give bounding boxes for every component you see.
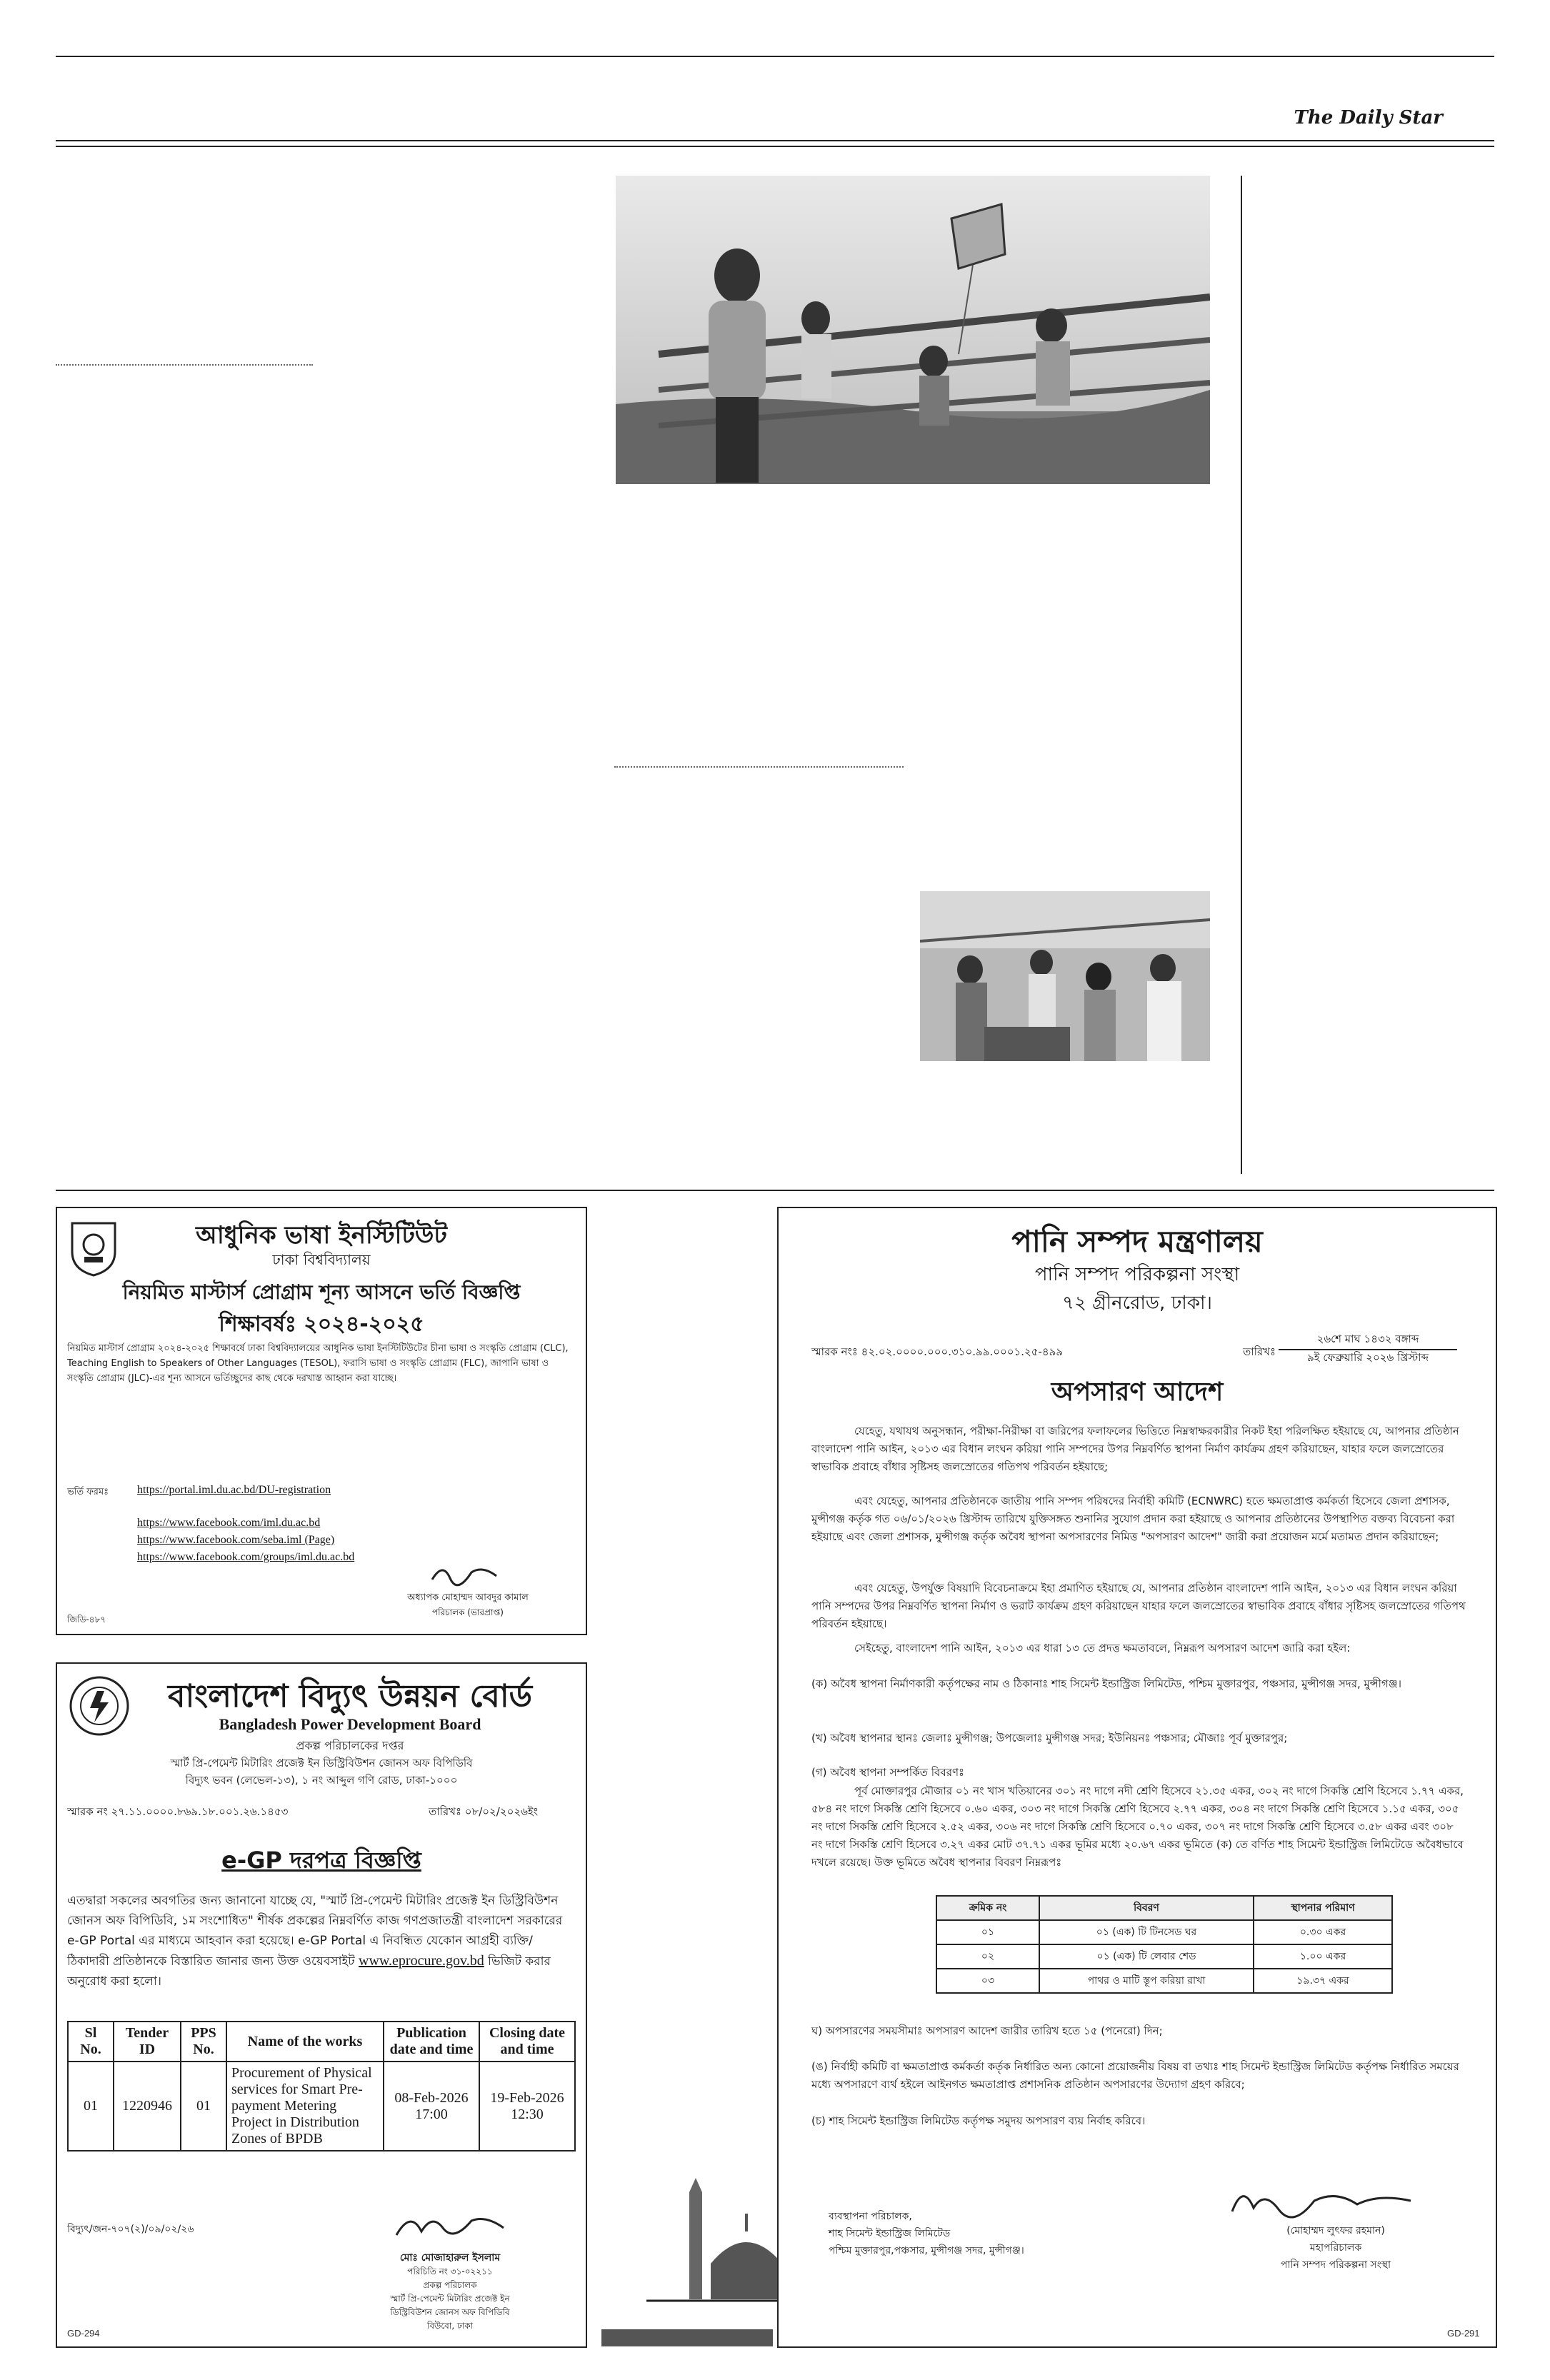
cell-pps: 01 — [181, 2062, 226, 2151]
ad-address: ৭২ গ্রীনরোড, ঢাকা। — [1062, 1292, 1212, 1314]
paragraph: যেহেতু, যথাযথ অনুসন্ধান, পরীক্ষা-নিরীক্ষা বা জরিপের ফলাফলের ভিত্তিতে নিম্নস্বাক্ষরকারীর নিকট ইহা পরিলক্ষিত হইয়াছে যে, আপনার প্রতিষ্ঠান বাংলাদেশ পানি আইন, ২০১৩ এর বিধান লংঘন করিয়া পানি সম্পদের উপর নিম্নবর্ণিত স্থাপনা নির্মাণ কার্যক্রম গ্রহণ করিয়াছেন, যাহার ফলে জলস্রোতের স্বাভাবিক প্রবাহে বাঁধার সৃষ্টিসহ জলস্রোতের গতিপথ পরিবর্তন হইয়াছে; — [811, 1425, 1459, 1473]
recipient-block — [829, 2208, 1129, 2259]
ad-heading: অপসারণ আদেশ — [1051, 1377, 1224, 1407]
cell-description: পাথর ও মাটি স্তূপ করিয়া রাখা — [1039, 1969, 1254, 1993]
cell-closing: 19-Feb-2026 12:30 — [479, 2062, 575, 2151]
paragraph: এবং যেহেতু, উপর্যুক্ত বিষয়াদি বিবেচনাক্রমে ইহা প্রমাণিত হইয়াছে যে, আপনার প্রতিষ্ঠান বাংলাদেশ পানি আইন, ২০১৩ এর বিধান লংঘন করিয়া পানি সম্পদের উপর নিম্নবর্ণিত স্থাপনা নির্মাণ ও ভরাট কার্যক্রম গ্রহণ করিয়াছেন যাহার ফলে জলস্রোতের স্বাভাবিক প্রবাহে বাঁধার সৃষ্টিসহ জলস্রোতের গতিপথ পরিবর্তন হইয়াছে। — [811, 1582, 1466, 1630]
signatory-line: ডিস্ট্রিবিউশন জোনস অফ বিপিডিবি — [390, 2307, 510, 2317]
ad-session: শিক্ষাবর্ষঃ ২০২৪-২০২৫ — [219, 1312, 424, 1337]
cell-quantity: ০.৩০ একর — [1254, 1920, 1392, 1944]
section-rule — [56, 1190, 1494, 1191]
date-label: তারিখঃ — [1243, 1345, 1276, 1358]
cell-quantity: ১.০০ একর — [1254, 1944, 1392, 1969]
paragraph: পূর্ব মোক্তারপুর মৌজার ০১ নং খাস খতিয়ানের ৩০১ নং দাগে নদী শ্রেণি হিসেবে ২১.৩৫ একর, ৩০২ নং দাগে সিকস্তি শ্রেণি হিসেবে ১.৭৭ একর, ৫৮৪ নং দাগে সিকস্তি শ্রেণি হিসেবে ০.৬০ একর, ৩০৩ নং দাগে সিকস্তি শ্রেণি হিসেবে ২.৭৭ একর, ৩০৪ নং দাগে সিকস্তি শ্রেণি হিসেবে ১.১৫ একর, ৩০৫ নং দাগে সিকস্তি শ্রেণি হিসেবে ২.৫২ একর, ৩০৬ নং দাগে সিকস্তি শ্রেণি হিসেবে ০.৭০ একর, ৩০৭ নং দাগে সিকস্তি শ্রেণি হিসেবে ৩.৫৮ একর এবং ৩০৮ নং দাগে সিকস্তি শ্রেণি হিসেবে ৩.২৭ একর মোট ৩৭.৭১ একর ভূমির মধ্যে ২০.৬৭ একর ভূমিতে (ক) তে বর্ণিত শাহ সিমেন্ট ইন্ডাস্ট্রিজ লিমিটেডে অবৈধভাবে দখলে রয়েছে। উক্ত ভূমিতে অবৈধ স্থাপনার বিবরণ নিম্নরূপঃ — [811, 1784, 1464, 1869]
ad-subtitle: ঢাকা বিশ্ববিদ্যালয় — [272, 1251, 371, 1268]
photo-market-crowd — [920, 891, 1210, 1061]
paragraph: এবং যেহেতু, আপনার প্রতিষ্ঠানকে জাতীয় পানি সম্পদ পরিষদের নির্বাহী কমিটি (ECNWRC) হতে ক্ষমতাপ্রাপ্ত কর্মকর্তা হিসেবে জেলা প্রশাসক, মুন্সীগঞ্জ কর্তৃক গত ০৬/০১/২০২৬ খ্রিস্টাব্দ তারিখে যুক্তিসঙ্গত শুনানির সুযোগ প্রদান করা হইয়াছে ও আপনার প্রতিষ্ঠানের উপস্থাপিত বক্তব্য বিবেচনা করা হইয়াছে এবং জেলা প্রশাসক, মুন্সীগঞ্জ কর্তৃক অবৈধ স্থাপনা অপসারণের নিমিত্ত "অপসারণ আদেশ" জারী করা প্রয়োজন মর্মে মতামত প্রদান করিয়াছেন; — [811, 1495, 1455, 1543]
signature-image — [393, 2206, 507, 2242]
ad-heading: নিয়মিত মাস্টার্স প্রোগ্রাম শূন্য আসনে ভর্তি বিজ্ঞপ্তি — [122, 1280, 521, 1304]
link-label: ভর্তি ফরমঃ — [67, 1487, 109, 1497]
cell-description: ০১ (এক) টি লেবার শেড — [1039, 1944, 1254, 1969]
column-rule — [1241, 176, 1242, 1174]
top-rule — [56, 56, 1494, 57]
cell-publication: 08-Feb-2026 17:00 — [384, 2062, 479, 2151]
recipient-line: শাহ সিমেন্ট ইন্ডাস্ট্রিজ লিমিটেড — [829, 2228, 951, 2239]
photo-kite-flying — [616, 176, 1210, 484]
facebook-group-link[interactable]: https://www.facebook.com/groups/iml.du.ac.bd — [137, 1551, 355, 1563]
ad-subtitle: পানি সম্পদ পরিকল্পনা সংস্থা — [1034, 1264, 1240, 1285]
ad-code: জিডি-৪৮৭ — [67, 1615, 106, 1625]
header-rule-1 — [56, 140, 1494, 141]
col-name-of-works: Name of the works — [226, 2022, 384, 2062]
signatory-line: স্মার্ট প্রি-পেমেন্ট মিটারিং প্রজেক্ট ইন — [390, 2294, 510, 2304]
table-row — [936, 1944, 1392, 1969]
ad-body-end: ভিজিট করার অনুরোধ করা হলো। — [67, 1954, 551, 1989]
ad-title: আধুনিক ভাষা ইনস্টিটিউট — [196, 1221, 447, 1250]
col-description: বিবরণ — [1039, 1896, 1254, 1920]
date-en: ৯ই ফেব্রুয়ারি ২০২৬ খ্রিস্টাব্দ — [1306, 1351, 1429, 1364]
dotted-separator — [614, 766, 904, 768]
signature-image — [1229, 2179, 1414, 2222]
structures-table — [936, 1895, 1393, 1994]
ad-body-text: এতদ্বারা সকলের অবগতির জন্য জানানো যাচ্ছে যে, "স্মার্ট প্রি-পেমেন্ট মিটারিং প্রজেক্ট ইন ডিস্ট্রিবিউশন জোনস অফ বিপিডিবি, ১ম সংশোধিত" শীর্ষক প্রকল্পের নিম্নবর্ণিত কাজ গণপ্রজাতন্ত্রী বাংলাদেশ সরকারের e-GP Portal এর মাধ্যমে আহবান করা হয়েছে। e-GP Portal এ নিবন্ধিত যেকোন আগ্রহী ব্যক্তি/ঠিকাদারী প্রতিষ্ঠানকে বিস্তারিত জানার জন্য উক্ত ওয়েবসাইট — [67, 1894, 563, 1969]
facebook-page-link[interactable]: https://www.facebook.com/seba.iml (Page) — [137, 1534, 335, 1546]
signatory-block — [1207, 2239, 1464, 2274]
memo-date: তারিখঃ ০৮/০২/২০২৬ইং — [429, 1805, 539, 1818]
ad-code: GD-291 — [1447, 2328, 1480, 2339]
paragraph: (ক) অবৈধ স্থাপনা নির্মাণকারী কর্তৃপক্ষের নাম ও ঠিকানাঃ শাহ সিমেন্ট ইন্ডাস্ট্রিজ লিমিটেড, পশ্চিম মুক্তারপুর, পঞ্চসার, মুন্সীগঞ্জ সদর, মুন্সীগঞ্জ। — [811, 1677, 1401, 1690]
ad-body — [67, 1891, 574, 1992]
recipient-line: ব্যবস্থাপনা পরিচালক, — [829, 2211, 912, 2222]
date-bn: ২৬শে মাঘ ১৪৩২ বঙ্গাব্দ — [1279, 1331, 1457, 1350]
eprocure-link[interactable]: www.eprocure.gov.bd — [359, 1953, 484, 1969]
cell-quantity: ১৯.৩৭ একর — [1254, 1969, 1392, 1993]
gray-bar — [601, 2329, 773, 2346]
dotted-separator — [56, 364, 313, 366]
col-pps: PPS No. — [181, 2022, 226, 2062]
table-row — [936, 1969, 1392, 1993]
cell-serial: ০২ — [936, 1944, 1039, 1969]
ad-removal-order — [777, 1207, 1497, 2348]
memo-number: স্মারক নং ২৭.১১.০০০০.৮৬৯.১৮.০০১.২৬.১৪৫৩ — [67, 1805, 289, 1818]
col-closing: Closing date and time — [479, 2022, 575, 2062]
ad-title: পানি সম্পদ মন্ত্রণালয় — [1011, 1224, 1263, 1259]
ad-body: নিয়মিত মাস্টার্স প্রোগ্রাম ২০২৪-২০২৫ শিক্ষাবর্ষে ঢাকা বিশ্ববিদ্যালয়ের আধুনিক ভাষা ইনস্টিটিউটের চীনা ভাষা ও সংস্কৃতি প্রোগ্রাম (CLC), Teaching English to Speakers of Other Languages (TESOL), ফরাসি ভাষা ও সংস্কৃতি প্রোগ্রাম (FLC), জাপানি ভাষা ও সংস্কৃতি প্রোগ্রাম (JLC)-এর শূন্য আসনে ভর্তিচ্ছুদের কাছ থেকে দরখাস্ত আহ্বান করা যাচ্ছে। — [67, 1343, 569, 1384]
ad-title-bn: বাংলাদেশ বিদ্যুৎ উন্নয়ন বোর্ড — [167, 1678, 533, 1714]
cell-tender-id: 1220946 — [114, 2062, 181, 2151]
col-quantity: স্থাপনার পরিমাণ — [1254, 1896, 1392, 1920]
signatory-line: বিউবো, ঢাকা — [426, 2321, 474, 2331]
table-header-row — [936, 1896, 1392, 1920]
facebook-link[interactable]: https://www.facebook.com/iml.du.ac.bd — [137, 1517, 321, 1529]
tender-table — [67, 2021, 576, 2151]
signatory-line: প্রকল্প পরিচালক — [423, 2280, 477, 2290]
memo-number: স্মারক নংঃ ৪২.০২.০০০০.০০০.৩১০.৯৯.০০০১.২৫-৪৯৯ — [811, 1345, 1064, 1358]
table-header-row — [68, 2022, 575, 2062]
paragraph: ঘ) অপসারণের সময়সীমাঃ অপসারণ আদেশ জারীর তারিখ হতে ১৫ (পনেরো) দিন; — [811, 2024, 1163, 2037]
ad-iml-admission — [56, 1207, 587, 1635]
signatory-name: মোঃ মোজাহারুল ইসলাম — [399, 2252, 501, 2264]
masthead-logo: The Daily Star — [1294, 107, 1443, 129]
paragraph: (ঙ) নির্বাহী কমিটি বা ক্ষমতাপ্রাপ্ত কর্মকর্তা কর্তৃক নির্ধারিত অন্য কোনো প্রয়োজনীয় বিষয় বা তথ্যঃ শাহ সিমেন্ট ইন্ডাস্ট্রিজ লিমিটেড কর্তৃপক্ষ নির্ধারিত সময়ের মধ্যে অপসারণে ব্যর্থ হইলে আইনগত ক্ষমতাপ্রাপ্ত প্রশাসনিক প্রতিষ্ঠান অপসারণের উদ্যোগ গ্রহণ করিবে; — [811, 2060, 1459, 2091]
paragraph: (গ) অবৈধ স্থাপনা সম্পর্কিত বিবরণঃ — [811, 1766, 965, 1779]
ad-address: বিদ্যুৎ ভবন (লেভেল-১৩), ১ নং আব্দুল গণি রোড, ঢাকা-১০০০ — [185, 1774, 458, 1787]
cell-serial: ০১ — [936, 1920, 1039, 1944]
registration-link[interactable]: https://portal.iml.du.ac.bd/DU-registration — [137, 1484, 331, 1496]
signatory-name: অধ্যাপক মোহাম্মদ আবদুর কামাল — [407, 1592, 529, 1603]
ad-office: প্রকল্প পরিচালকের দপ্তর — [296, 1739, 404, 1752]
cell-name-of-works: Procurement of Physical services for Smart Pre-payment Metering Project in Distribution Zones of BPDB — [226, 2062, 384, 2151]
table-row — [68, 2062, 575, 2151]
cell-description: ০১ (এক) টি টিনসেড ঘর — [1039, 1920, 1254, 1944]
col-sl: Sl No. — [68, 2022, 114, 2062]
ad-code: GD-294 — [67, 2328, 100, 2339]
paragraph: (খ) অবৈধ স্থাপনার স্থানঃ জেলাঃ মুন্সীগঞ্জ; উপজেলাঃ মুন্সীগঞ্জ সদর; ইউনিয়নঃ পঞ্চসার; মৌজাঃ পূর্ব মুক্তারপুর; — [811, 1732, 1288, 1744]
col-publication: Publication date and time — [384, 2022, 479, 2062]
signatory-title: পরিচালক (ভারপ্রাপ্ত) — [432, 1607, 504, 1617]
ad-project: স্মার্ট প্রি-পেমেন্ট মিটারিং প্রজেক্ট ইন ডিস্ট্রিবিউশন জোনস অফ বিপিডিবি — [170, 1757, 473, 1769]
cell-sl: 01 — [68, 2062, 114, 2151]
signature-image — [429, 1558, 500, 1587]
ad-title-en: Bangladesh Power Development Board — [219, 1715, 481, 1733]
signatory-block — [329, 2265, 571, 2333]
paragraph: (চ) শাহ সিমেন্ট ইন্ডাস্ট্রিজ লিমিটেড কর্তৃপক্ষ সমুদয় অপসারণ ব্যয় নির্বাহ করিবে। — [811, 2114, 1146, 2127]
recipient-line: পশ্চিম মুক্তারপুর,পঞ্চসার, মুন্সীগঞ্জ সদর, মুন্সীগঞ্জ। — [829, 2245, 1024, 2256]
col-serial: ক্রমিক নং — [936, 1896, 1039, 1920]
header-rule-2 — [56, 146, 1494, 147]
paragraph: সেইহেতু, বাংলাদেশ পানি আইন, ২০১৩ এর ধারা ১৩ তে প্রদত্ত ক্ষমতাবলে, নিম্নরূপ অপসারণ আদেশ জারি করা হইল: — [854, 1642, 1351, 1655]
signatory-line: মহাপরিচালক — [1309, 2242, 1362, 2254]
ad-heading: e-GP দরপত্র বিজ্ঞপ্তি — [221, 1847, 421, 1874]
cell-serial: ০৩ — [936, 1969, 1039, 1993]
signatory-line: পরিচিতি নং ৩১-০২২১১ — [407, 2266, 493, 2276]
table-row — [936, 1920, 1392, 1944]
col-tender-id: Tender ID — [114, 2022, 181, 2062]
signatory-name: (মোহাম্মদ লুৎফর রহমান) — [1286, 2225, 1385, 2236]
ref-number: বিদ্যুৎ/জন-৭০৭(২)/০৯/০২/২৬ — [67, 2224, 194, 2235]
ad-bpdb-tender — [56, 1662, 587, 2348]
signatory-line: পানি সম্পদ পরিকল্পনা সংস্থা — [1280, 2259, 1391, 2271]
